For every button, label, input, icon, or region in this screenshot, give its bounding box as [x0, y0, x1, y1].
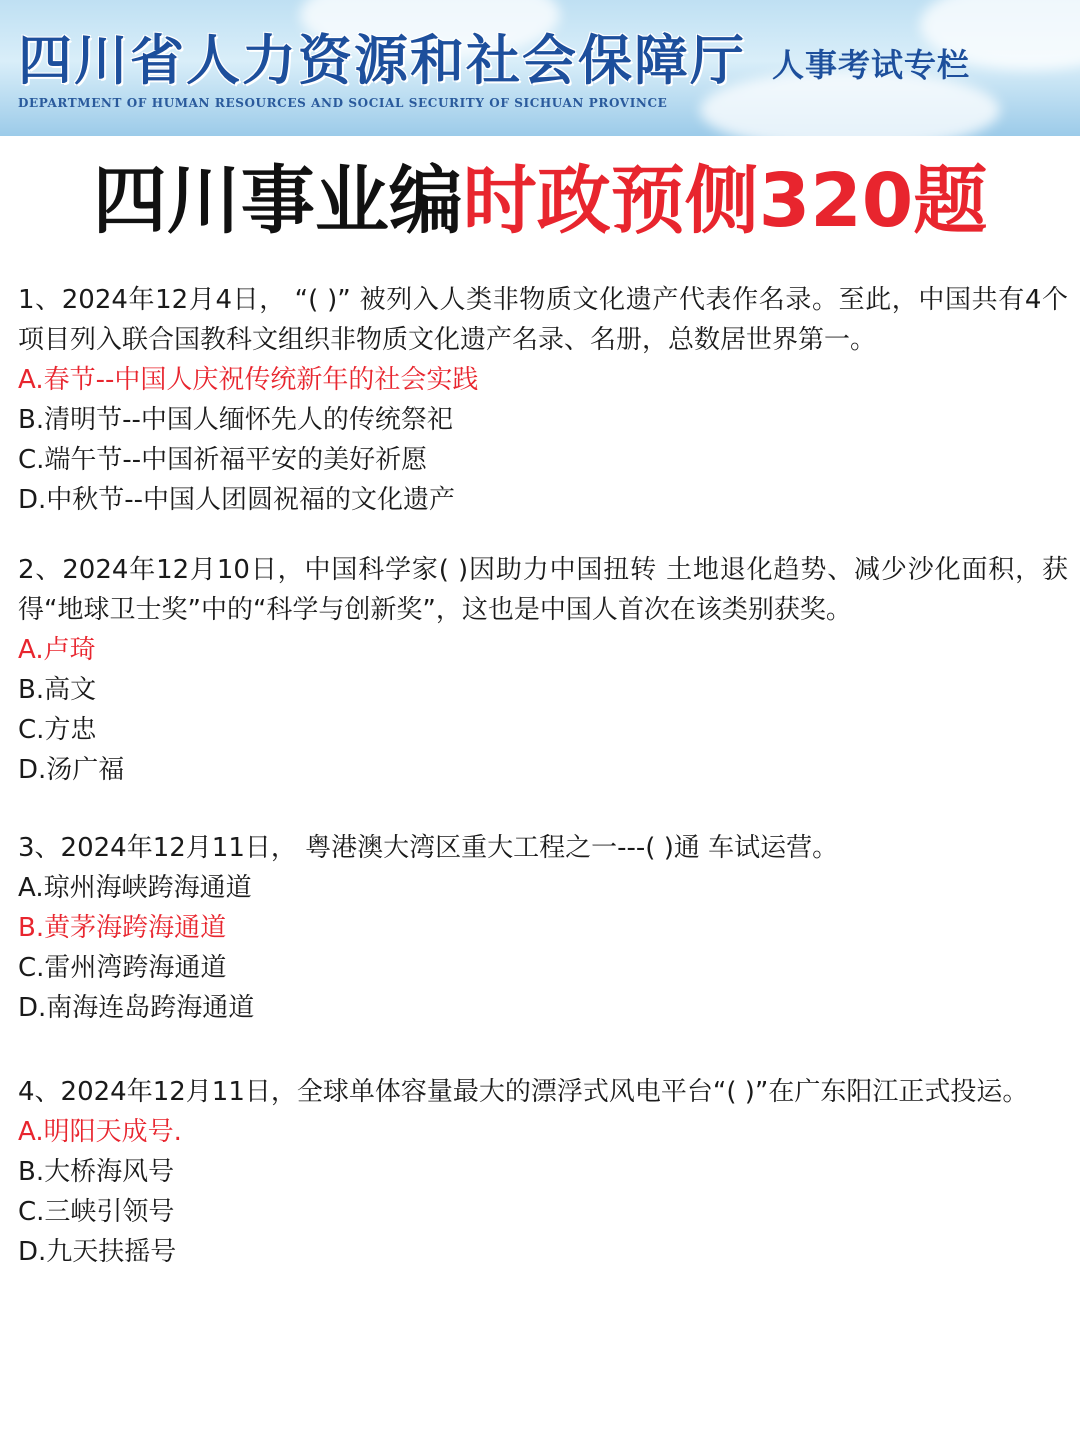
header-banner	[0, 0, 1080, 136]
option-d: D.汤广福	[18, 755, 125, 785]
page-title-red: 时政预侧320题	[462, 158, 988, 244]
option-d: D.中秋节--中国人团圆祝福的文化遗产	[18, 485, 456, 515]
question-list	[18, 280, 1068, 1298]
option-c: C.方忠	[18, 715, 97, 745]
question-4	[18, 1072, 1068, 1272]
department-title: 四川省人力资源和社会保障厅	[18, 28, 746, 92]
option-b: B.清明节--中国人缅怀先人的传统祭祀	[18, 405, 453, 435]
option-a-correct: A.卢琦	[18, 635, 96, 665]
question-stem: 1、2024年12月4日， “( )” 被列入人类非物质文化遗产代表作名录。至此，中国共有4个项目列入联合国教科文组织非物质文化遗产名录、名册，总数居世界第一。	[18, 285, 1068, 355]
question-stem: 4、2024年12月11日，全球单体容量最大的漂浮式风电平台“( )”在广东阳江正式投运。	[18, 1077, 1029, 1107]
question-1	[18, 280, 1068, 520]
question-stem: 3、2024年12月11日， 粤港澳大湾区重大工程之一---( )通 车试运营。	[18, 833, 839, 863]
question-2	[18, 550, 1068, 790]
option-b: B.高文	[18, 675, 97, 705]
option-c: C.三峡引领号	[18, 1197, 175, 1227]
column-label: 人事考试专栏	[772, 46, 971, 84]
question-3	[18, 828, 1068, 1028]
question-stem: 2、2024年12月10日，中国科学家( )因助力中国扭转 土地退化趋势、减少沙化面积，获得“地球卫士奖”中的“科学与创新奖”，这也是中国人首次在该类别获奖。	[18, 555, 1068, 625]
option-d: D.南海连岛跨海通道	[18, 993, 255, 1023]
department-subtitle: DEPARTMENT OF HUMAN RESOURCES AND SOCIAL SECURITY OF SICHUAN PROVINCE	[18, 96, 668, 110]
option-a-correct: A.明阳天成号.	[18, 1117, 182, 1147]
page-title	[0, 156, 1080, 246]
option-c: C.端午节--中国祈福平安的美好祈愿	[18, 445, 428, 475]
option-a: A.琼州海峡跨海通道	[18, 873, 252, 903]
option-a-correct: A.春节--中国人庆祝传统新年的社会实践	[18, 365, 479, 395]
option-c: C.雷州湾跨海通道	[18, 953, 227, 983]
option-d: D.九天扶摇号	[18, 1237, 177, 1267]
option-b: B.大桥海风号	[18, 1157, 175, 1187]
option-b-correct: B.黄茅海跨海通道	[18, 913, 227, 943]
page-title-black: 四川事业编	[92, 158, 463, 244]
